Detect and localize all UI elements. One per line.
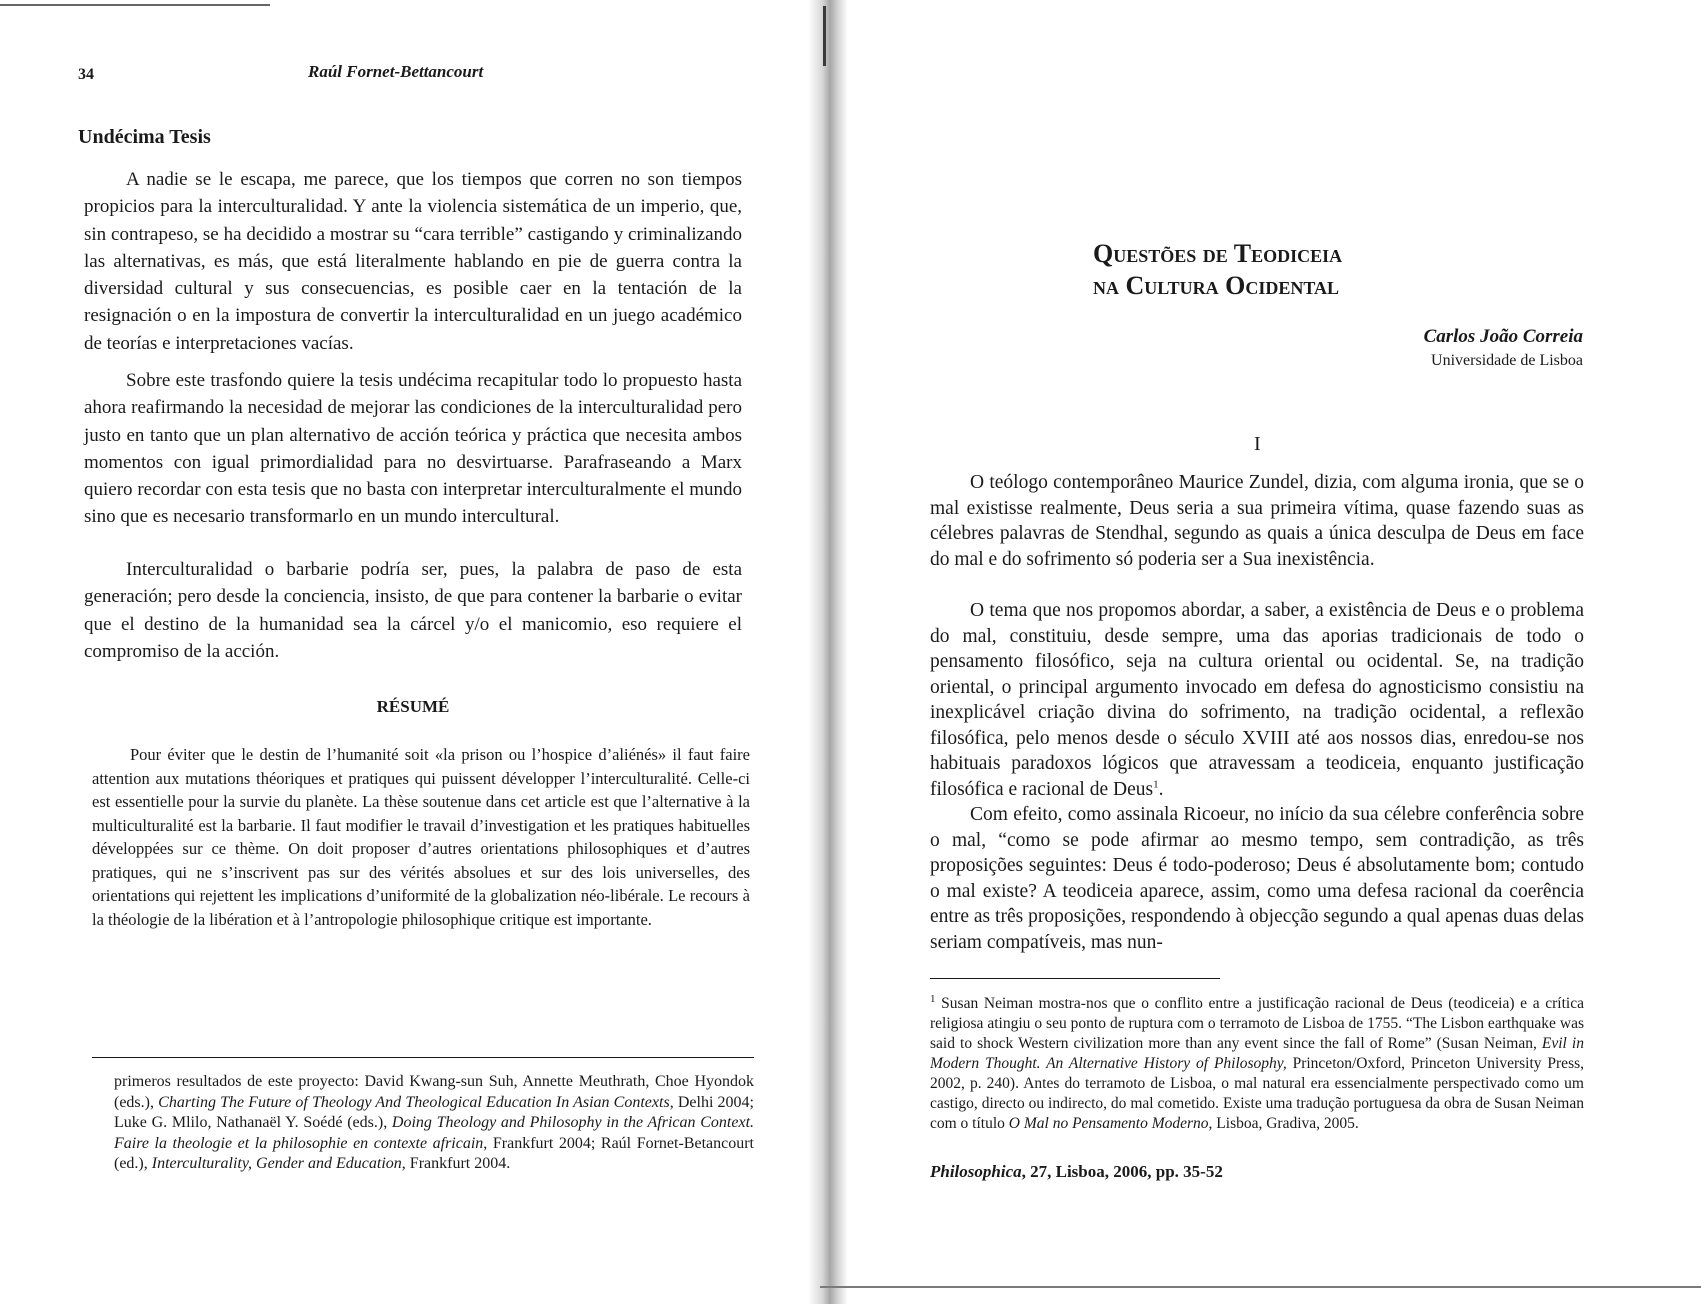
- author-affiliation: Universidade de Lisboa: [1431, 352, 1583, 369]
- footnote-text: , Frankfurt 2004.: [401, 1155, 511, 1172]
- footnote-right: [930, 994, 1584, 1134]
- gutter-edge: [823, 6, 826, 66]
- footnote-text: , Delhi 2004; Luke G. Mlilo, Nathanaël Y. Soédé (eds.),: [114, 1093, 755, 1131]
- footnote-divider: [930, 978, 1220, 979]
- paragraph-end: .: [1158, 778, 1164, 800]
- footnote-text: , Lisboa, Gradiva, 2005.: [1208, 1115, 1359, 1132]
- article-paragraph-2: [930, 598, 1584, 802]
- book-title: Evil in Modern Thought. An Alternative History of Philosophy,: [930, 1035, 1584, 1072]
- paragraph-text: Com efeito, como assinala Ricoeur, no início da sua célebre conferência sobre o mal, “como se pode afirmar ao mesmo tempo, sem contradição, as três proposições seguintes: Deus é todo-poderoso; Deus é absolutamente bom; contudo o mal existe? A teodiceia aparece, assim, como uma defesa racional da coerência entre as três proposições, respondendo à objecção segundo a qual apenas duas delas seriam compatíveis, mas nun-: [930, 804, 1584, 953]
- paragraph-block: [930, 598, 1584, 802]
- book-title: O Mal no Pensamento Moderno: [1008, 1115, 1209, 1132]
- section-number: I: [1254, 433, 1261, 455]
- page-number: 34: [78, 66, 94, 83]
- body-paragraph-3: [84, 556, 742, 665]
- footnote-number: 1: [930, 992, 936, 1005]
- author-name: Carlos João Correia: [1423, 326, 1583, 347]
- running-head: Raúl Fornet-Bettancourt: [308, 62, 484, 81]
- footnote-divider: [92, 1057, 754, 1058]
- paragraph-text: O tema que nos propomos abordar, a saber, a existência de Deus e o problema do mal, constituiu, desde sempre, uma das aporias tradicionais de todo o pensamento filosófico, seja na cultura oriental ou ocidental. Se, na tradição oriental, o principal argumento invocado em defesa do agnosticismo consistiu na inexplicável criação divina do sofrimento, na tradição ocidental, a reflexão filosófica, pelo menos desde o século XVIII até aos nossos dias, enredou-se nos habituais paradoxos lógicos que atravessam a teodiceia, enquanto justificação filosófica e racional de Deus: [930, 600, 1584, 800]
- resume-paragraph: Pour éviter que le destin de l’humanité soit «la prison ou l’hospice d’aliénés» il faut faire attention aux mutations théoriques et pratiques qui puissent développer l’interculturalité. Celle-ci est essentielle pour la survie du planète. La thèse soutenue dans cet article est que l’alternative à la multiculturalité est la barbarie. Il faut modifier le travail d’investigation et les pratiques habituelles développées sur ce thème. On doit proposer d’autres orientations philosophiques et d’autres pratiques, qui ne s’inscrivent pas sur des vérités absolues et sur des lois universelles, des orientations qui rejettent les implications d’uniformité de la globalization néo-libérale. Le recours à la théologie de la libération et à l’antropologie philosophique critique est importante.: [92, 745, 750, 929]
- body-paragraph-2: [84, 367, 742, 531]
- book-title: Charting The Future of Theology And Theological Education In Asian Contexts: [158, 1093, 670, 1111]
- page-bottom-edge: [820, 1286, 1701, 1288]
- body-paragraph-1: [84, 166, 742, 357]
- title-line-1: Questões de Teodiceia: [1093, 239, 1343, 268]
- paragraph-text: Sobre este trasfondo quiere la tesis undécima recapitular todo lo propuesto hasta ahora reafirmando la necesidad de mejorar las condiciones de la interculturalidad pero justo en tanto que un plan alternativo de acción teórica y práctica que necesita ambos momentos con igual primordialidad para no desvirtuarse. Parafraseando a Marx quiero recordar con esta tesis que no basta con interpretar interculturalmente el mundo sino que es necesario transformarlo en un mundo intercultural.: [84, 370, 742, 528]
- book-gutter-shadow: [808, 0, 848, 1304]
- citation-details: , 27, Lisboa, 2006, pp. 35-52: [1021, 1162, 1223, 1181]
- footnote-left: [114, 1072, 754, 1175]
- paragraph-text: Interculturalidad o barbarie podría ser, pues, la palabra de paso de esta generación; pero desde la conciencia, insisto, de que para contener la barbarie o evitar que el destino de la humanidad sea la cárcel y/o el manicomio, eso requiere el compromiso de la acción.: [84, 559, 742, 662]
- left-page: [0, 0, 830, 1304]
- article-paragraph-1: [930, 470, 1584, 572]
- footnote-text: Susan Neiman mostra-nos que o conflito entre a justificação racional de Deus (teodiceia) e a crítica religiosa atingiu o seu ponto de ruptura com o terramoto de Lisboa de 1755. “The Lisbon earthquake was said to shock Western civilization more than any event since the fall of Rome” (Susan Neiman,: [930, 995, 1584, 1052]
- book-title: Doing Theology and Philosophy in the African Context. Faire la theologie et la philosophie en contexte africain: [114, 1114, 755, 1152]
- title-line-2: na Cultura Ocidental: [1093, 271, 1340, 300]
- footnote-reference[interactable]: 1: [1153, 778, 1159, 790]
- paragraph-text: O teólogo contemporâneo Maurice Zundel, dizia, com alguma ironia, que se o mal existisse realmente, Deus seria a sua primeira vítima, quase fazendo suas as célebres palavras de Stendhal, segundo as quais a única desculpa de Deus em face do mal e do sofrimento só poderia ser a Sua inexistência.: [930, 472, 1584, 570]
- resume-abstract: [92, 743, 750, 931]
- paragraph-text: A nadie se le escapa, me parece, que los tiempos que corren no son tiempos propicios para la interculturalidad. Y ante la violencia sistemática de un imperio, que, sin contrapeso, se ha decidido a mostrar su “cara terrible” castigando y criminalizando las alternativas, es más, que está literalmente hablando en pie de guerra contra la diversidad cultural y sus consecuencias, es posible caer en la tentación de la resignación o en la impostura de convertir la interculturalidad en un juego académico de teorías e interpretaciones vacías.: [84, 169, 742, 354]
- book-title: Interculturality, Gender and Education: [151, 1155, 402, 1172]
- footnote-text: , Frankfurt 2004; Raúl Fornet-Betancourt (ed.),: [114, 1134, 755, 1172]
- footnote-text: Princeton/Oxford, Princeton University Press, 2002, p. 240). Antes do terramoto de Lisboa, o mal natural era essencialmente perspectivado como um castigo, directo ou indirecto, do mal cometido. Existe uma tradução portuguesa da obra de Susan Neiman com o título: [930, 1055, 1585, 1132]
- journal-name: Philosophica: [930, 1162, 1022, 1181]
- top-rule: [0, 4, 270, 6]
- article-title: [1093, 238, 1342, 302]
- journal-citation: [930, 1162, 1223, 1182]
- footnote-text: primeros resultados de este proyecto: David Kwang-sun Suh, Annette Meuthrath, Choe Hyondok (eds.),: [114, 1073, 754, 1111]
- article-paragraph-3: [930, 802, 1584, 955]
- section-heading: Undécima Tesis: [78, 126, 211, 148]
- resume-title: RÉSUMÉ: [376, 697, 450, 716]
